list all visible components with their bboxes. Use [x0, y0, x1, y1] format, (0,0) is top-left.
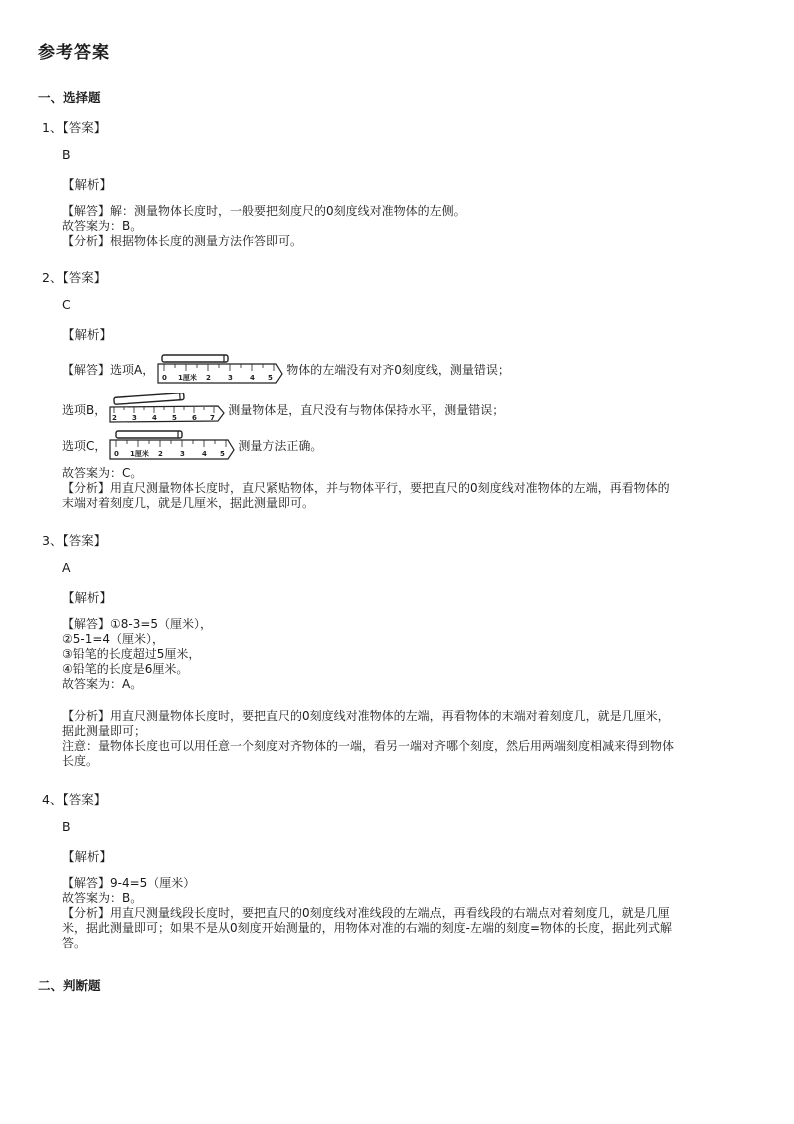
ruler-a-tick-label: 5	[268, 374, 274, 382]
ruler-a-tick-label: 0	[162, 374, 168, 382]
ruler-a-tick-label: 3	[228, 374, 234, 382]
option-a-text: 物体的左端没有对齐0刻度线，测量错误；	[286, 362, 510, 377]
explanation-line: 故答案为：C。	[62, 466, 143, 480]
ruler-c-tick-label: 1厘米	[130, 450, 150, 458]
ruler-a-tick-label: 4	[250, 374, 256, 382]
question-2-answer: C	[62, 297, 71, 312]
question-2-head: 2、【答案】	[42, 270, 107, 285]
option-b-text: 测量物体是，直尺没有与物体保持水平，测量错误；	[228, 402, 505, 417]
question-1-analysis-label: 【解析】	[62, 177, 113, 192]
option-b-row	[62, 393, 504, 425]
ruler-b-tick-label: 3	[132, 414, 138, 422]
page-title: 参考答案	[38, 43, 110, 63]
ruler-option-a-image	[156, 354, 284, 384]
question-3-head: 3、【答案】	[42, 533, 107, 548]
question-4-head: 4、【答案】	[42, 792, 107, 807]
question-3-answer: A	[62, 560, 71, 575]
option-a-row	[62, 354, 510, 384]
explanation-line: 【解答】①8-3=5（厘米），	[62, 617, 213, 631]
ruler-b-tick-label: 6	[192, 414, 198, 422]
section-heading-judgement: 二、判断题	[38, 978, 101, 993]
ruler-c-tick-label: 2	[158, 450, 164, 458]
explanation-line: 据此测量即可；	[62, 724, 147, 738]
ruler-c-tick-label: 3	[180, 450, 186, 458]
explanation-line: 【解答】解：测量物体长度时，一般要把刻度尺的0刻度线对准物体的左侧。	[62, 204, 466, 218]
explanation-line: 故答案为：A。	[62, 677, 143, 691]
option-c-text: 测量方法正确。	[238, 438, 323, 453]
explanation-line: 【解答】9-4=5（厘米）	[62, 876, 196, 890]
explanation-line: ③铅笔的长度超过5厘米，	[62, 647, 201, 661]
explanation-line: 【分析】用直尺测量物体长度时，要把直尺的0刻度线对准物体的左端，再看物体的末端对着刻度几，就是几厘米，	[62, 709, 670, 723]
section-heading-choice: 一、选择题	[38, 90, 101, 105]
question-3-analysis-label: 【解析】	[62, 590, 113, 605]
ruler-b-tick-label: 7	[210, 414, 216, 422]
explanation-line: ④铅笔的长度是6厘米。	[62, 662, 189, 676]
explanation-line: 故答案为：B。	[62, 891, 143, 905]
explanation-line: 长度。	[62, 754, 99, 768]
ruler-a-tick-label: 2	[206, 374, 212, 382]
explanation-line: 答。	[62, 936, 87, 950]
question-2-explanation	[62, 466, 722, 511]
option-a-label: 【解答】选项A，	[62, 362, 155, 377]
explanation-line: 【分析】用直尺测量物体长度时，直尺紧贴物体，并与物体平行，要把直尺的0刻度线对准物体的左端，再看物体的	[62, 481, 670, 495]
question-2-analysis-label: 【解析】	[62, 327, 113, 342]
ruler-b-tick-label: 5	[172, 414, 178, 422]
ruler-option-c-image	[108, 430, 236, 460]
ruler-option-b-image	[108, 393, 226, 425]
explanation-line: 注意：量物体长度也可以用任意一个刻度对齐物体的一端，看另一端对齐哪个刻度，然后用两端刻度相减来得到物体	[62, 739, 675, 753]
question-4-explanation	[62, 876, 722, 951]
ruler-c-tick-label: 4	[202, 450, 208, 458]
question-4-answer: B	[62, 819, 71, 834]
ruler-b-tick-label: 4	[152, 414, 158, 422]
ruler-b-tick-label: 2	[112, 414, 118, 422]
explanation-line: 【分析】根据物体长度的测量方法作答即可。	[62, 234, 303, 248]
question-1-answer: B	[62, 147, 71, 162]
question-3-explanation	[62, 617, 722, 692]
option-c-row	[62, 430, 322, 460]
explanation-line: 末端对着刻度几，就是几厘米，据此测量即可。	[62, 496, 315, 510]
option-c-label: 选项C，	[62, 438, 107, 453]
ruler-a-tick-label: 1厘米	[178, 374, 198, 382]
explanation-line: 米，据此测量即可；如果不是从0刻度开始测量的，用物体对准的右端的刻度-左端的刻度=物体的长度，据此列式解	[62, 921, 673, 935]
question-1-explanation	[62, 204, 722, 249]
ruler-c-tick-label: 0	[114, 450, 120, 458]
question-1-head: 1、【答案】	[42, 120, 107, 135]
explanation-line: 故答案为：B。	[62, 219, 143, 233]
question-4-analysis-label: 【解析】	[62, 849, 113, 864]
option-b-label: 选项B，	[62, 402, 107, 417]
explanation-line: ②5-1=4（厘米），	[62, 632, 165, 646]
ruler-c-tick-label: 5	[220, 450, 226, 458]
explanation-line: 【分析】用直尺测量线段长度时，要把直尺的0刻度线对准线段的左端点，再看线段的右端点对着刻度几，就是几厘	[62, 906, 670, 920]
question-3-analysis	[62, 709, 722, 769]
